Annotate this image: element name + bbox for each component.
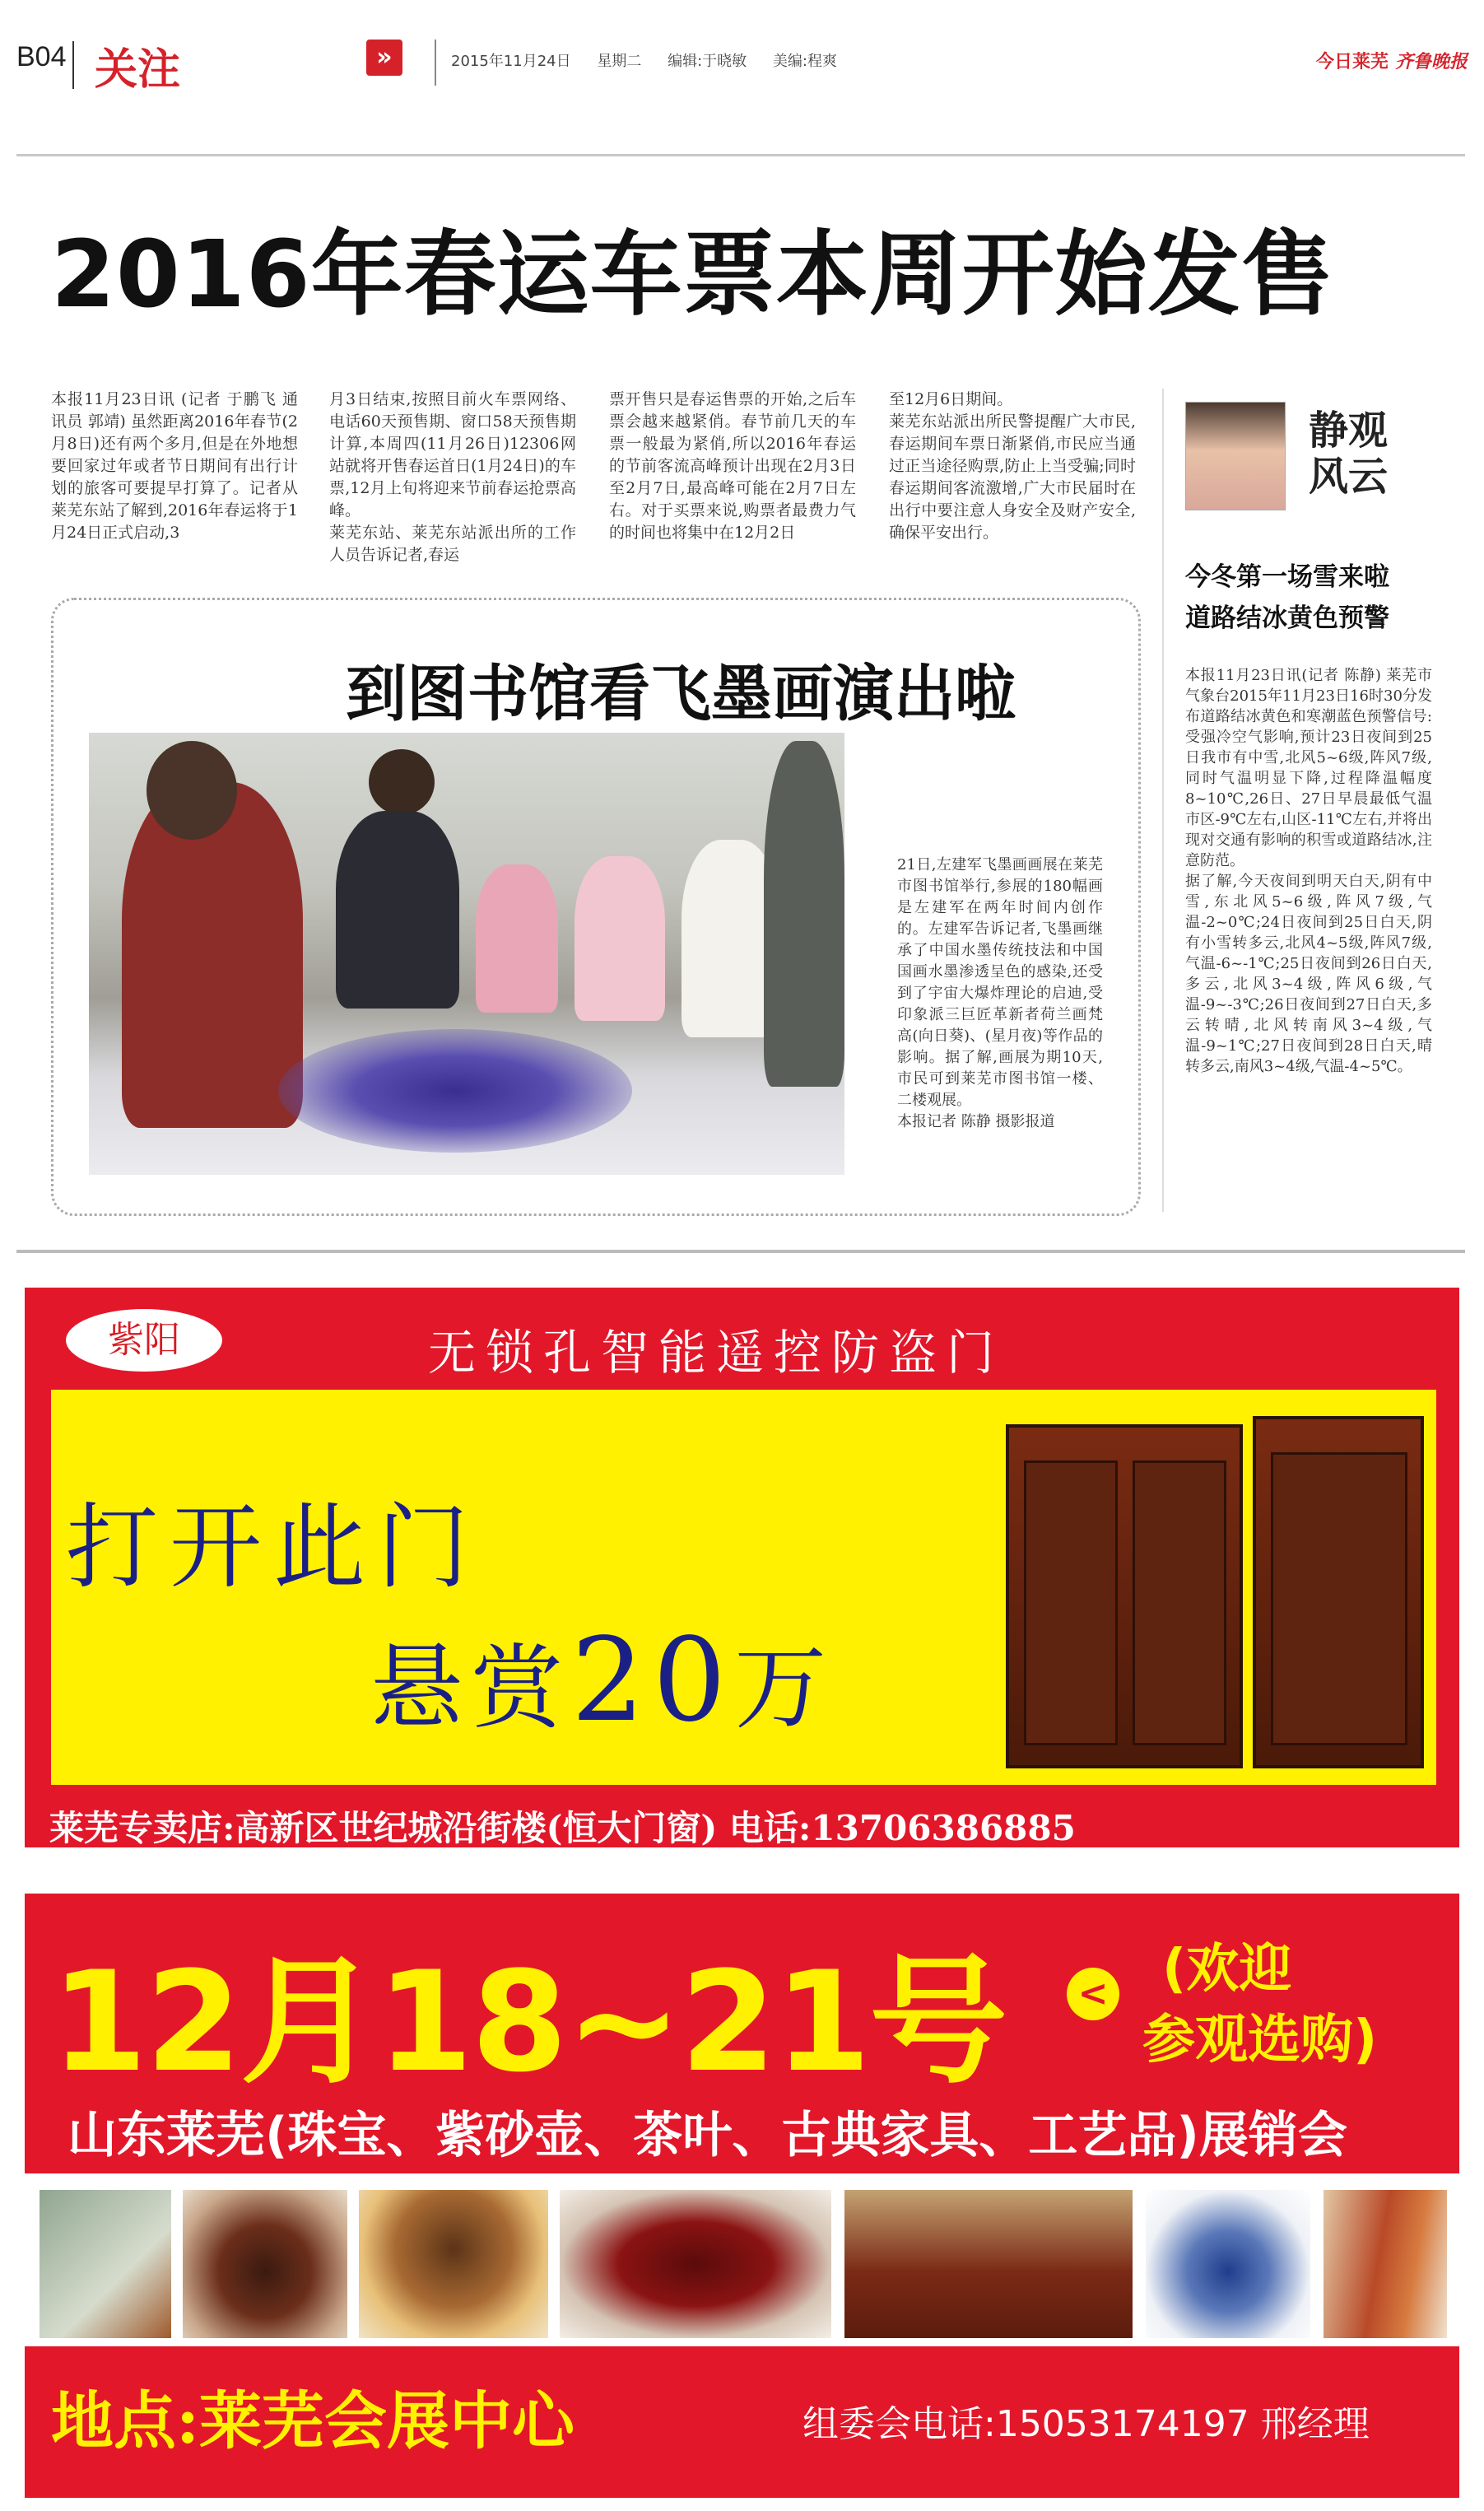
article-column-2: 月3日结束,按照目前火车票网络、电话60天预售期、窗口58天预售期计算,本周四(11月26日)12306网站就将开售春运首日(1月24日)的车票,12月上旬将迎来节前春运抢票高峰。 莱芜东站、莱芜东站派出所的工作人员告诉记者,春运	[329, 390, 576, 564]
arrow-left-icon: <	[1067, 1968, 1119, 2020]
reward-amount: 20	[571, 1614, 735, 1748]
issue-weekday: 星期二	[597, 53, 642, 70]
reward-prefix: 悬赏	[370, 1635, 571, 1742]
door-offer-line2	[370, 1614, 835, 1748]
jade-bracelet-image	[40, 2190, 171, 2338]
brand-prefix: 今日莱芜	[1315, 52, 1389, 72]
tea-leaves-image	[359, 2190, 548, 2338]
designer-credit: 美编:程爽	[772, 53, 837, 70]
header-divider	[72, 41, 74, 89]
teapot-image	[183, 2190, 347, 2338]
weather-headline-line2: 道路结冰黄色预警	[1185, 603, 1389, 633]
door-offer-line1: 打开此门	[66, 1494, 481, 1601]
expo-phone: 组委会电话:15053174197 邢经理	[802, 2403, 1370, 2445]
columnist-avatar	[1185, 402, 1286, 510]
single-door-image	[1253, 1416, 1424, 1768]
caption-text: 21日,左建军飞墨画画展在莱芜市图书馆举行,参展的180幅画是左建军在两年时间内创作的。左建军告诉记者,飞墨画继承了中国水墨传统技法和中国国画水墨渗透呈色的感染,还受到了宇宙大爆炸理论的启迪,受印象派三巨匠革新者荷兰画梵高(向日葵)、(星月夜)等作品的影响。据了解,画展为期10天,市民可到莱芜市图书馆一楼、二楼观展。	[897, 856, 1103, 1109]
door-slogan: 无锁孔智能遥控防盗门	[428, 1325, 1005, 1381]
weather-article: 本报11月23日讯(记者 陈静) 莱芜市气象台2015年11月23日16时30分发布道路结冰黄色和寒潮蓝色预警信号:受强冷空气影响,预计23日夜间到25日我市有中雪,北风5~6级,阵风7级,同时气温明显下降,过程降温幅度8~10℃,26日、27日早晨最低气温市区-9℃左右,山区-11℃左右,并将出现对交通有影响的积雪或道路结冰,注意防范。 据了解,今天夜间到明天白天,阴有中雪,东北风5~6级,阵风7级,气温-2~0℃;24日夜间到25日白天,阴有小雪转多云,北风4~5级,阵风7级,气温-6~-1℃;25日夜间到26日白天,多云,北风3~4级,阵风6级,气温-9~-3℃;26日夜间到27日白天,多云转晴,北风转南风3~4级,气温-9~1℃;27日夜间到28日白天,晴转多云,南风3~4级,气温-4~5℃。	[1185, 667, 1432, 1075]
header-divider-2	[435, 40, 436, 86]
reward-suffix: 万	[734, 1635, 835, 1742]
brand-name: 齐鲁晚报	[1394, 51, 1468, 72]
main-headline: 2016年春运车票本周开始发售	[51, 221, 1334, 328]
editor-credit: 编辑:于晓敏	[668, 53, 747, 70]
door-store-info: 莱芜专卖店:高新区世纪城沿街楼(恒大门窗) 电话:13706386885	[49, 1808, 1076, 1848]
issue-date: 2015年11月24日	[451, 53, 571, 70]
weather-headline-line1: 今冬第一场雪来啦	[1185, 562, 1389, 592]
classical-furniture-image	[844, 2190, 1133, 2338]
bead-bracelet-image	[560, 2190, 831, 2338]
top-rule	[16, 154, 1465, 156]
expo-subtitle: 山东莱芜(珠宝、紫砂壶、茶叶、古典家具、工艺品)展销会	[67, 2107, 1347, 2164]
expo-date: 12月18~21号	[51, 1941, 1007, 2103]
article-column-4: 至12月6日期间。 莱芜东站派出所民警提醒广大市民,春运期间车票日渐紧俏,市民应当通过正当途径购票,防止上当受骗;同时春运期间客流激增,广大市民届时在出行中要注意人身安全及财产安全,确保平安出行。	[889, 390, 1136, 542]
wood-slab-image	[1324, 2190, 1447, 2338]
article-column-3: 票开售只是春运售票的开始,之后车票会越来越紧俏。春节前几天的车票一般最为紧俏,所以2016年春运的节前客流高峰预计出现在2月3日至2月7日,最高峰可能在2月7日左右。对于买票来说,购票者最费力气的时间也将集中在12月2日	[609, 390, 856, 542]
issue-meta	[451, 49, 858, 71]
porcelain-vase-image	[1146, 2190, 1310, 2338]
section-arrow-icon: »	[366, 40, 402, 76]
photo-caption	[897, 855, 1103, 1133]
weather-headline	[1185, 557, 1389, 639]
column-name: 静观风云	[1309, 408, 1389, 500]
page-number: B04	[16, 41, 67, 72]
expo-welcome-line2: 参观选购)	[1142, 2010, 1378, 2071]
expo-welcome-line1: (欢迎	[1162, 1939, 1292, 2000]
article-column-1: 本报11月23日讯 (记者 于鹏飞 通讯员 郭靖) 虽然距离2016年春节(2月8日)还有两个多月,但是在外地想要回家过年或者节日期间有出行计划的旅客可要提早打算了。记者从莱芜东站了解到,2016年春运将于1月24日正式启动,3	[51, 390, 298, 542]
newspaper-brand	[1316, 48, 1468, 73]
sidebar-divider	[1162, 389, 1164, 1212]
middle-rule	[16, 1250, 1465, 1253]
library-headline: 到图书馆看飞墨画演出啦	[346, 659, 1016, 729]
double-door-image	[1006, 1424, 1243, 1768]
expo-venue: 地点:莱芜会展中心	[51, 2384, 575, 2457]
ink-painting-photo	[89, 733, 844, 1175]
door-brand-badge: 紫阳	[66, 1309, 222, 1372]
photo-credit: 本报记者 陈静 摄影报道	[897, 1113, 1055, 1130]
section-title: 关注	[95, 45, 181, 95]
